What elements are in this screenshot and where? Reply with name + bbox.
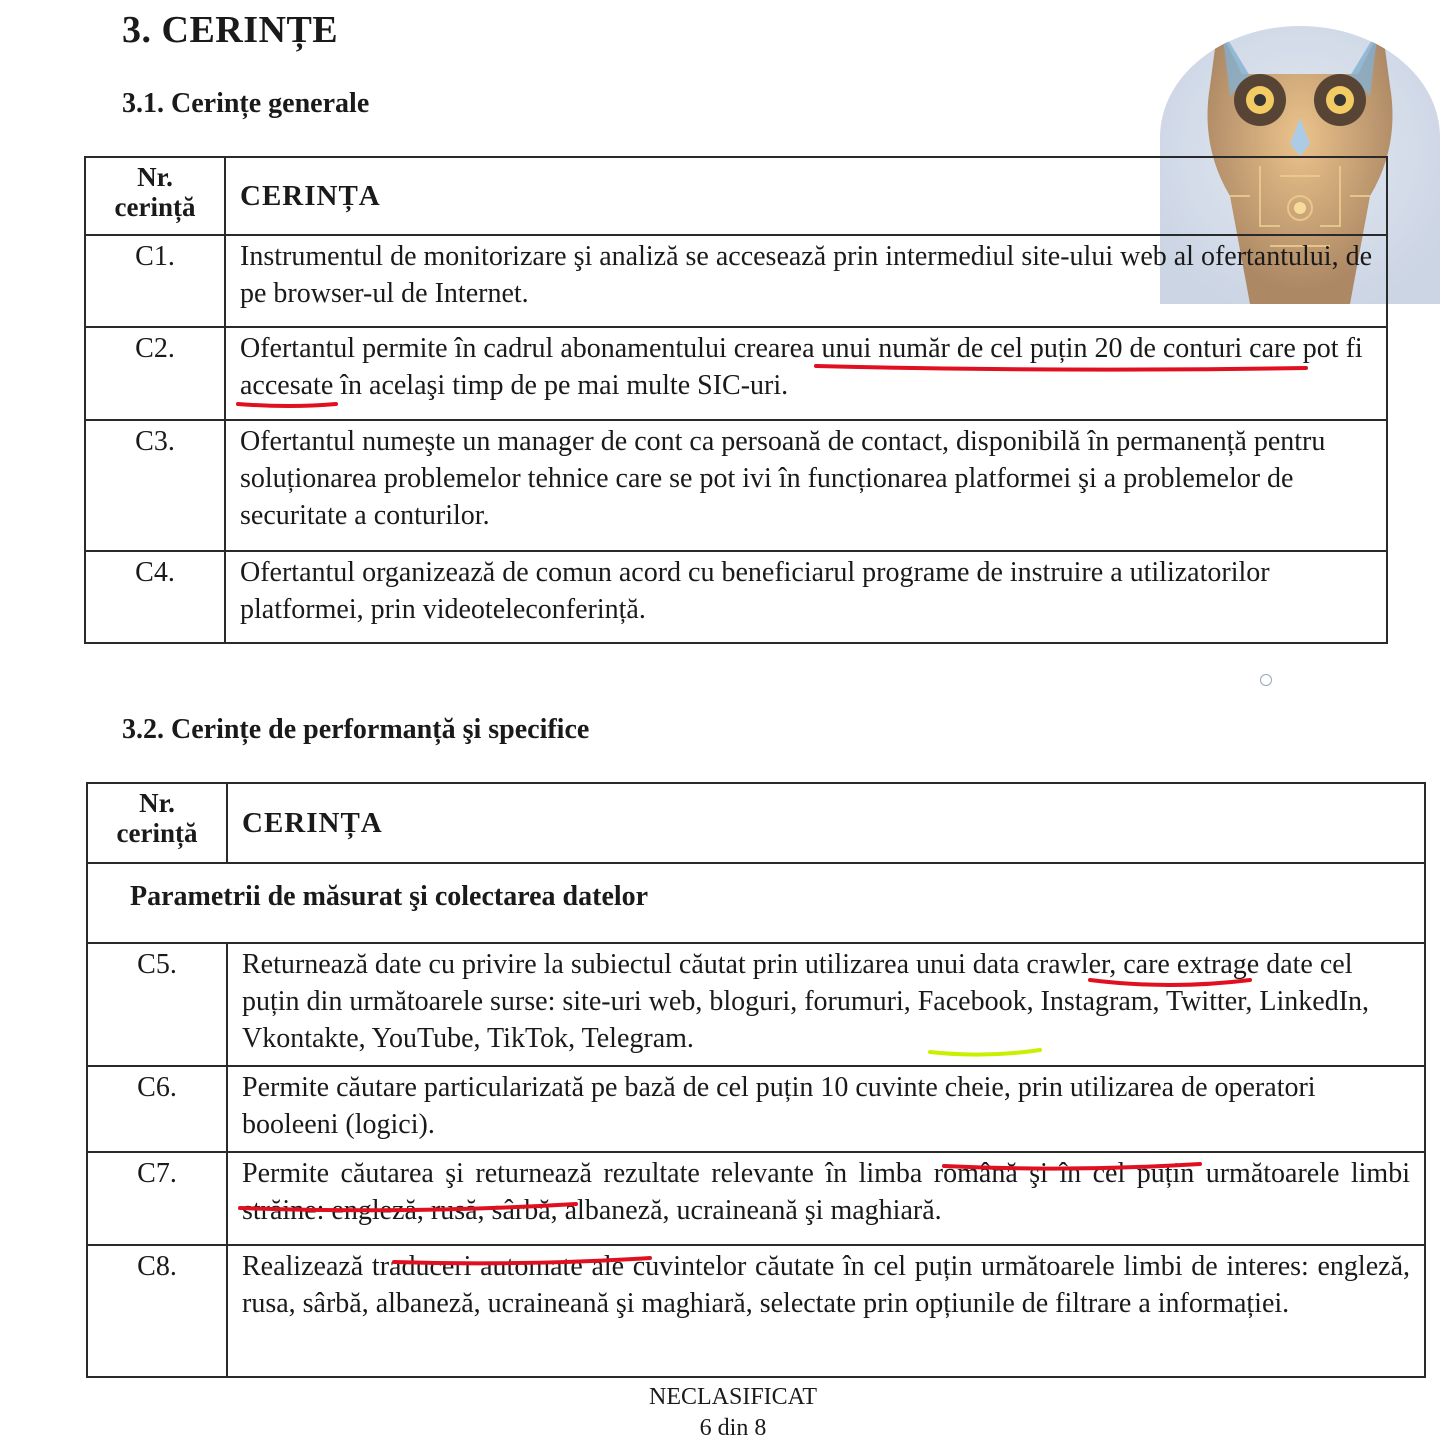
- nr-label: Nr.: [139, 788, 175, 818]
- requirement-text: Permite căutare particularizată pe bază de cel puțin 10 cuvinte cheie, prin utilizarea de operatori booleeni (logici).: [227, 1066, 1425, 1152]
- table-header-row: [87, 783, 1425, 863]
- nr-column-header: [85, 157, 225, 235]
- small-circle-mark: [1260, 674, 1272, 686]
- table-row: [87, 1245, 1425, 1377]
- section-1-title: 3.1. Cerințe generale: [122, 88, 370, 119]
- requirement-id: C5.: [87, 943, 227, 1066]
- table-row: [87, 1152, 1425, 1245]
- table-row: [87, 943, 1425, 1066]
- table-row: [85, 551, 1387, 643]
- table-row: [85, 327, 1387, 420]
- requirement-text: Returnează date cu privire la subiectul căutat prin utilizarea unui data crawler, care extrage date cel puțin din următoarele surse: site-uri web, bloguri, forumuri, Facebook, Instagram, Twitter, LinkedIn, Vkontakte, YouTube, TikTok, Telegram.: [227, 943, 1425, 1066]
- requirement-text: Realizează traduceri automate ale cuvintelor căutate în cel puțin următoarele limbi de interes: engleză, rusa, sârbă, albaneză, ucraineană şi maghiară, selectate prin opțiunile de filtrare a informației.: [227, 1245, 1425, 1377]
- nr-column-header: [87, 783, 227, 863]
- requirement-text: Ofertantul organizează de comun acord cu beneficiarul programe de instruire a utilizatorilor platformei, prin videoteleconferință.: [225, 551, 1387, 643]
- cerinta-label: cerință: [114, 192, 196, 222]
- table-header-row: [85, 157, 1387, 235]
- nr-label: Nr.: [137, 162, 173, 192]
- requirement-id: C1.: [85, 235, 225, 327]
- subsection-title: Parametrii de măsurat şi colectarea datelor: [87, 863, 1425, 943]
- page-number: 6 din 8: [699, 1415, 767, 1441]
- general-requirements-table: [84, 156, 1388, 644]
- requirement-id: C3.: [85, 420, 225, 551]
- requirement-text: Ofertantul permite în cadrul abonamentului crearea unui număr de cel puțin 20 de conturi care pot fi accesate în acelaşi timp de pe mai multe SIC-uri.: [225, 327, 1387, 420]
- requirement-id: C2.: [85, 327, 225, 420]
- section-2-title: 3.2. Cerințe de performanță şi specifice: [122, 714, 590, 745]
- requirement-text: Instrumentul de monitorizare şi analiză se accesează prin intermediul site-ului web al ofertantului, de pe browser-ul de Internet.: [225, 235, 1387, 327]
- table-row: [85, 420, 1387, 551]
- requirement-text: Ofertantul numeşte un manager de cont ca persoană de contact, disponibilă în permanență pentru soluționarea problemelor tehnice care se pot ivi în funcționarea platformei şi a problemelor de securitate a conturilor.: [225, 420, 1387, 551]
- table-row: [87, 1066, 1425, 1152]
- table-row: [85, 235, 1387, 327]
- requirement-id: C7.: [87, 1152, 227, 1245]
- requirement-id: C6.: [87, 1066, 227, 1152]
- requirement-column-header: CERINȚA: [227, 783, 1425, 863]
- performance-requirements-table: [86, 782, 1426, 1378]
- requirement-id: C4.: [85, 551, 225, 643]
- main-heading: 3. CERINȚE: [122, 9, 339, 51]
- requirement-column-header: CERINȚA: [225, 157, 1387, 235]
- requirement-text: Permite căutarea şi returnează rezultate relevante în limba română şi în cel puțin următoarele limbi străine: engleză, rusă, sârbă, albaneză, ucraineană şi maghiară.: [227, 1152, 1425, 1245]
- classification-label: NECLASIFICAT: [648, 1384, 817, 1410]
- subsection-row: [87, 863, 1425, 943]
- cerinta-label: cerință: [116, 818, 198, 848]
- requirement-id: C8.: [87, 1245, 227, 1377]
